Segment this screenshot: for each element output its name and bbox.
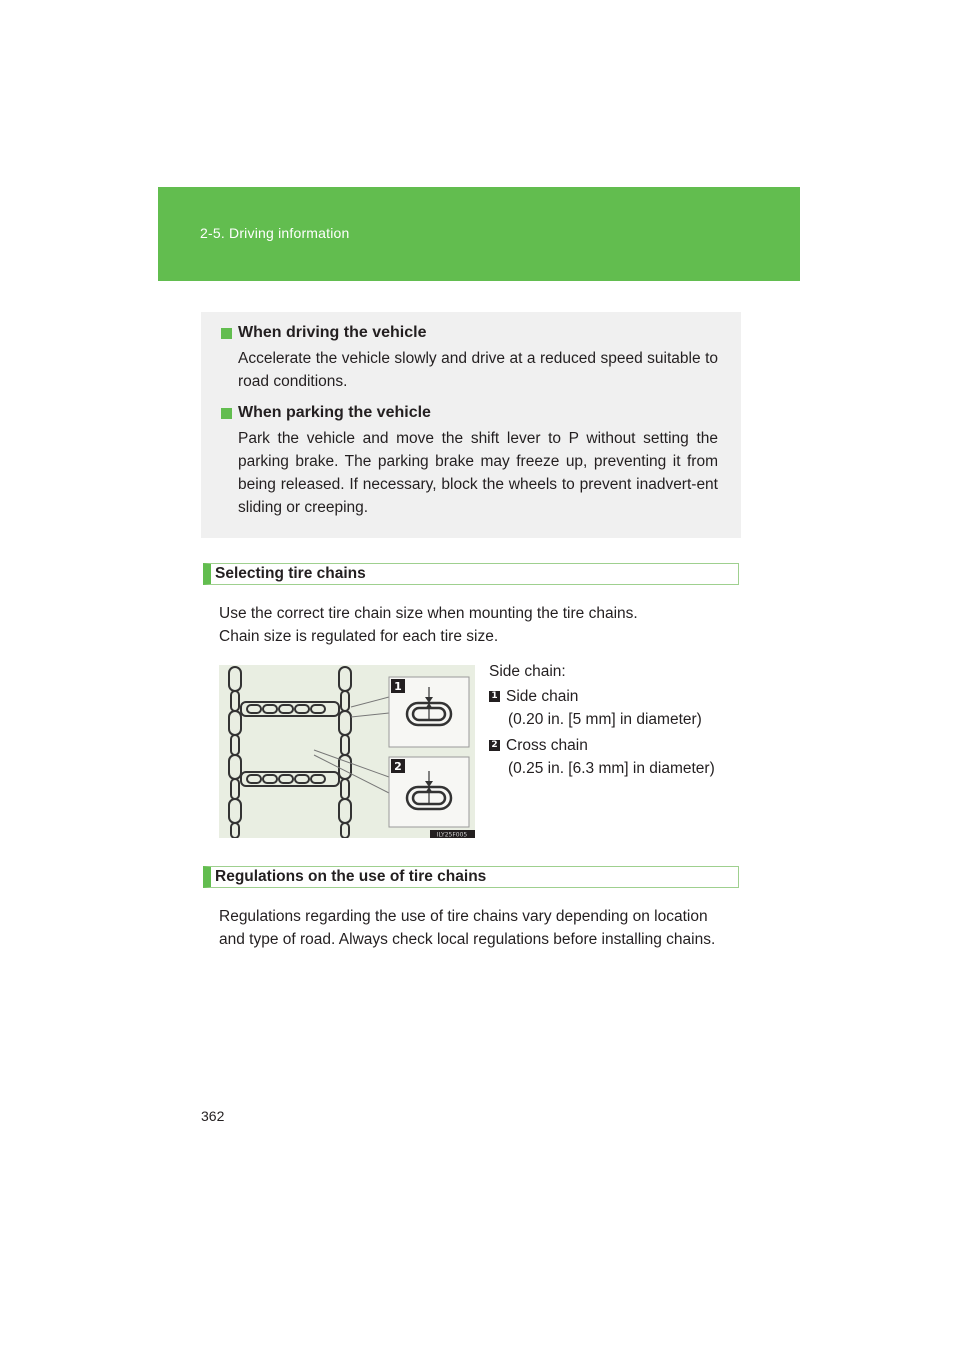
section-heading-selecting: Selecting tire chains [203, 563, 739, 585]
note-heading-parking: When parking the vehicle [221, 404, 431, 422]
bullet-square-icon [221, 408, 232, 419]
list-item-cross-chain: 2 Cross chain (0.25 in. [6.3 mm] in diameter) [489, 734, 715, 780]
note-text-driving: Accelerate the vehicle slowly and drive at a reduced speed suitable to road conditions. [238, 350, 718, 390]
regulations-text: Regulations regarding the use of tire chains vary depending on location and type of road. Always check local regulations before installing chains. [219, 908, 716, 948]
figure-label: Side chain: [489, 663, 566, 680]
bullet-square-icon [221, 328, 232, 339]
page-number: 362 [201, 1108, 225, 1124]
selecting-text: Use the correct tire chain size when mounting the tire chains. Chain size is regulated for each tire size. [219, 605, 638, 645]
header-bar [158, 187, 800, 281]
tire-chain-illustration [219, 665, 475, 838]
number-badge: 2 [489, 740, 500, 751]
figure-code: ILY25F005 [436, 831, 468, 838]
chain-diagram [219, 665, 475, 838]
section-heading-regulations: Regulations on the use of tire chains [203, 866, 739, 888]
note-heading-driving: When driving the vehicle [221, 324, 426, 342]
list-item-side-chain: 1 Side chain (0.20 in. [5 mm] in diameter) [489, 685, 702, 731]
figure-callout-1: 1 [394, 680, 402, 693]
note-box [201, 312, 741, 538]
number-badge: 1 [489, 691, 500, 702]
note-text-parking: Park the vehicle and move the shift lever to P without setting the parking brake. The parking brake may freeze up, preventing it from being released. If necessary, block the wheels to prevent inadvert-ent sliding or creeping. [238, 430, 718, 516]
section-title: 2-5. Driving information [200, 225, 350, 241]
figure-callout-2: 2 [394, 760, 402, 773]
